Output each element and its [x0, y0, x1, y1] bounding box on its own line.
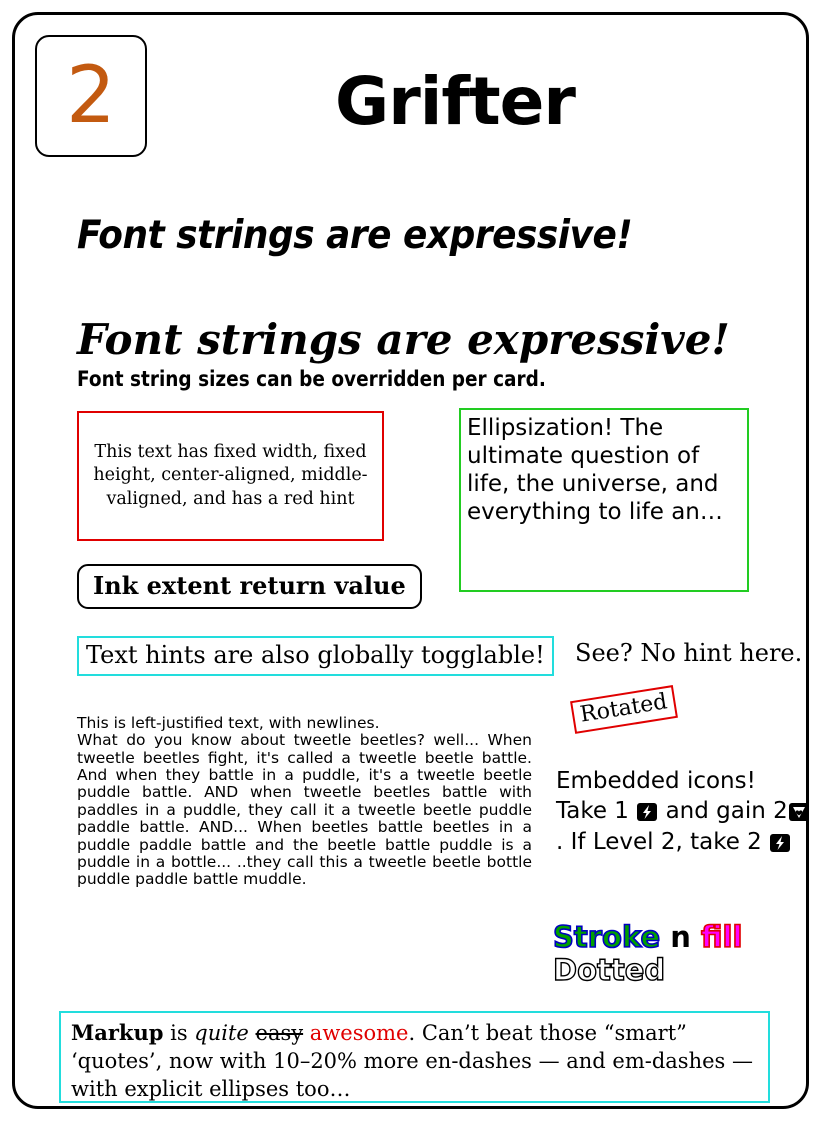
expressive-line-3: Font string sizes can be overridden per card. [77, 367, 546, 391]
cost-value: 2 [66, 51, 116, 141]
fill-word: fill [701, 920, 743, 954]
left-justified-first-line: This is left-justified text, with newlines. [77, 714, 380, 732]
markup-strikethrough: easy [255, 1021, 304, 1045]
ellipsization-text: Ellipsization! The ultimate question of life, the universe, and everything to life an… [467, 415, 723, 526]
embedded-text-part-3: . If Level 2, take 2 [556, 828, 762, 855]
markup-rest: . Can’t beat those “smart” ‘quotes’, now with 10–20% more en-dashes — and em-dashes — with explicit ellipses too… [71, 1021, 753, 1101]
dotted-word: Dotted [553, 953, 666, 987]
card-title: Grifter [335, 63, 575, 140]
embedded-text-part-2: and gain 2 [665, 798, 788, 825]
markup-mid-1: is [163, 1021, 195, 1045]
flash-icon [769, 833, 791, 853]
markup-mid-3 [303, 1021, 310, 1045]
ink-extent-box [77, 564, 422, 609]
embedded-icons-paragraph [556, 766, 812, 857]
text-hint-label: Text hints are also globally togglable! [86, 641, 545, 669]
fixed-size-text: This text has fixed width, fixed height, center-aligned, middle-valigned, and has a red hint [93, 442, 368, 509]
heart-shield-icon [788, 802, 810, 822]
cost-box [35, 35, 147, 157]
expressive-line-1: Font strings are expressive! [77, 213, 633, 258]
left-justified-body: What do you know about tweetle beetles? well... When tweetle beetles fight, it's called a tweetle beetle battle. And when they battle in a puddle, it's a tweetle beetle puddle battle. AND when tweetle beetles battle with paddles in a puddle, they call it a tweetle beetle puddle paddle battle. AND... When beetles battle beetles in a puddle paddle battle and the beetle battle puddle is a puddle in a bottle... ..they call this a tweetle beetle bottle puddle paddle battle muddle. [77, 731, 532, 889]
markup-red: awesome [309, 1021, 409, 1045]
stroke-and-fill-text [553, 920, 742, 954]
stroke-word: Stroke [553, 920, 661, 954]
left-justified-paragraph [77, 715, 532, 889]
n-word: n [670, 920, 691, 954]
markup-bold: Markup [71, 1020, 164, 1045]
ink-extent-label: Ink extent return value [93, 571, 406, 600]
no-hint-label: See? No hint here. [575, 639, 803, 667]
fixed-size-text-box [77, 411, 384, 541]
text-hint-box [77, 636, 554, 676]
rotated-label-wrapper [570, 685, 678, 734]
markup-italic: quite [194, 1021, 249, 1045]
rotated-label: Rotated [570, 685, 678, 734]
expressive-line-2: Font strings are expressive! [77, 315, 730, 364]
markup-box [59, 1011, 770, 1103]
ellipsization-box [459, 408, 749, 592]
embedded-text-part-1: Embedded icons! Take 1 [556, 768, 756, 825]
flash-icon [636, 802, 658, 822]
markup-mid-2 [249, 1021, 256, 1045]
card-frame [12, 12, 809, 1109]
